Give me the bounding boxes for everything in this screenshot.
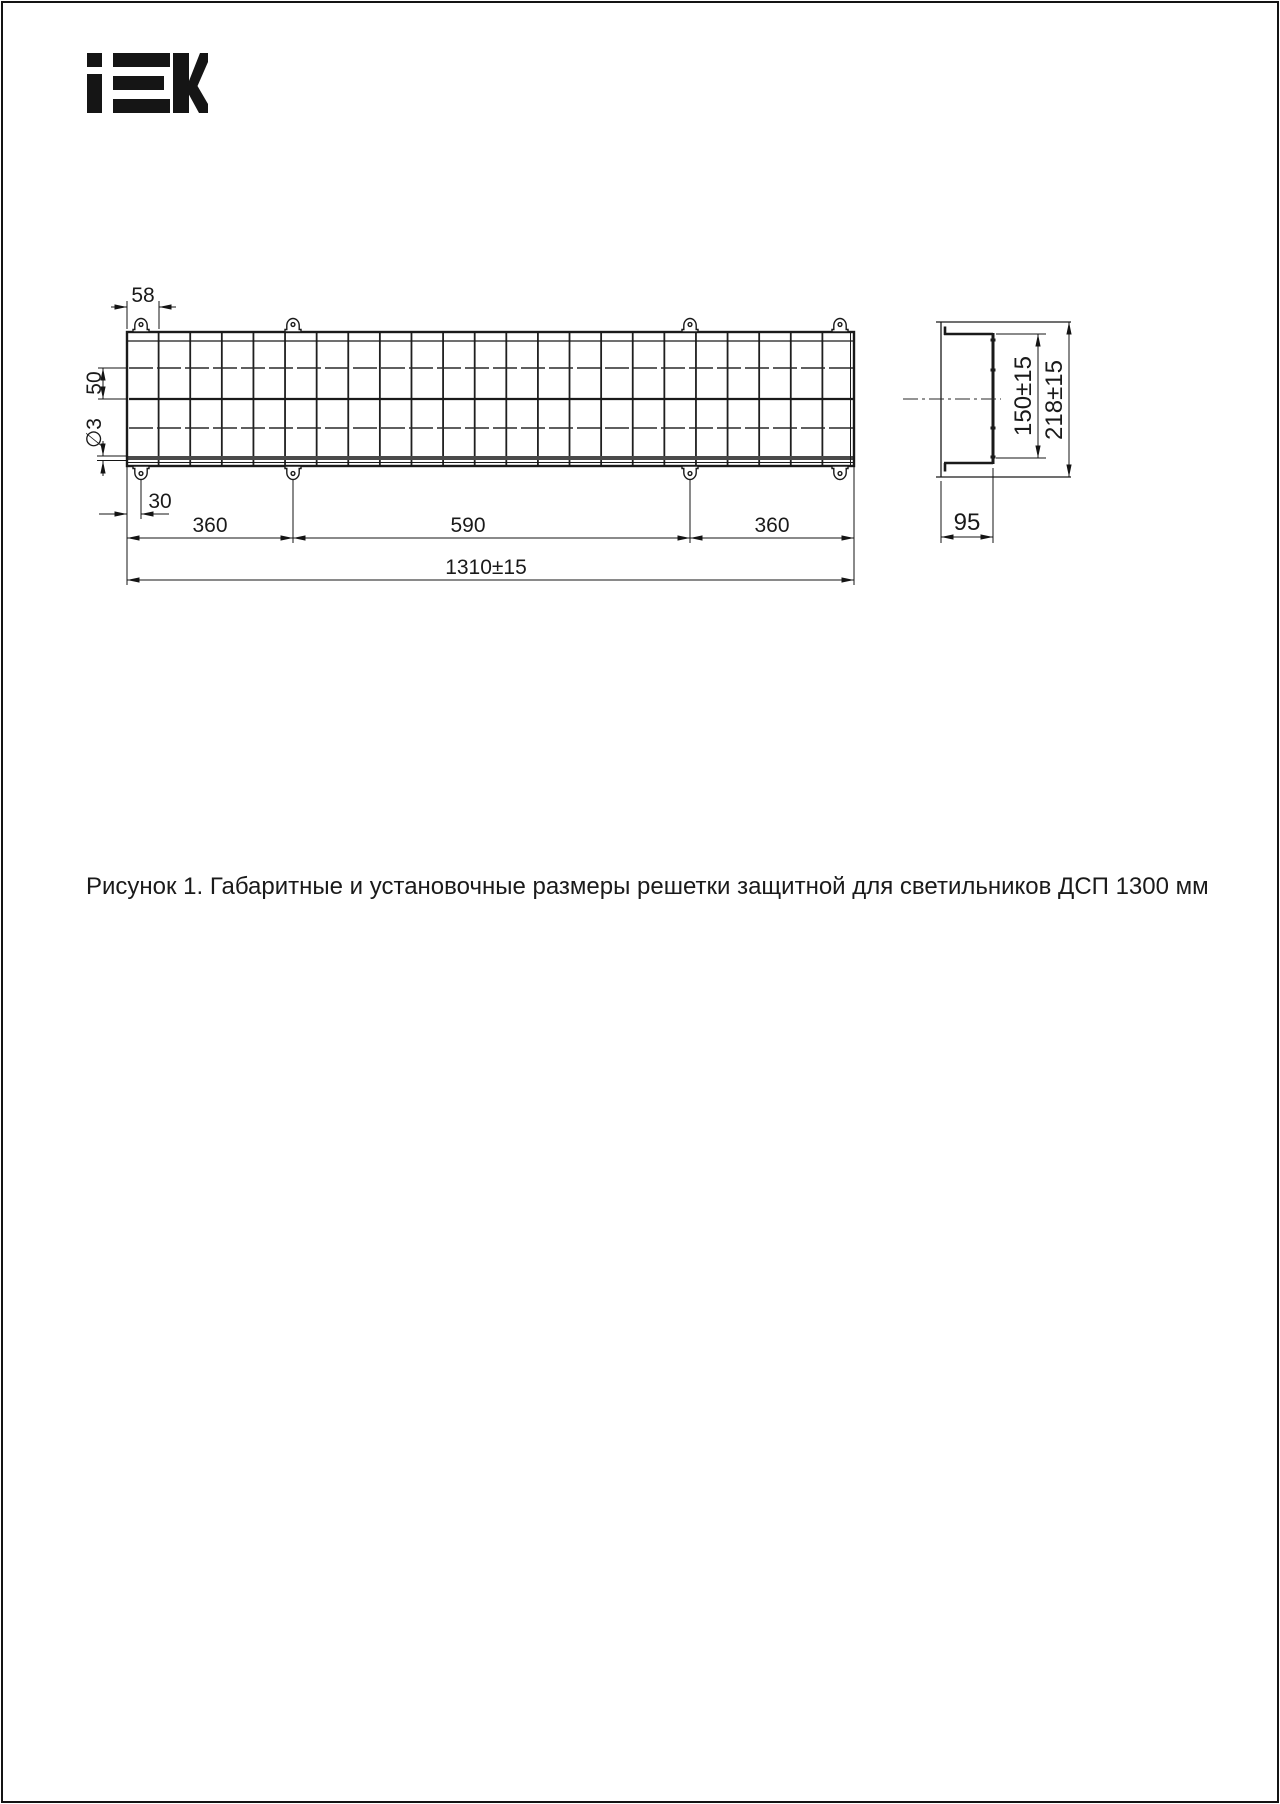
clip-hole bbox=[688, 472, 692, 476]
clip-hole bbox=[139, 472, 143, 476]
clip-hole bbox=[139, 323, 143, 327]
mounting-clips-top bbox=[133, 318, 848, 332]
figure-caption: Рисунок 1. Габаритные и установочные размеры решетки защитной для светильников ДСП 1300 мм bbox=[86, 873, 1209, 900]
dimension-drawing bbox=[0, 0, 1280, 900]
dim-label-wire-diameter: ∅3 bbox=[83, 418, 106, 448]
clip-hole bbox=[838, 323, 842, 327]
dim-label-depth: 95 bbox=[953, 509, 981, 536]
dim-label-cell-width: 58 bbox=[131, 284, 155, 307]
front-view bbox=[127, 318, 854, 479]
dim-label-span-left: 360 bbox=[192, 514, 228, 537]
clip-hole bbox=[291, 323, 295, 327]
dim-label-overall-height: 218±15 bbox=[1041, 360, 1068, 440]
dim-label-clip-offset: 30 bbox=[148, 490, 172, 513]
mounting-clips-bottom bbox=[133, 466, 848, 480]
clip-hole bbox=[688, 323, 692, 327]
dim-label-overall-length: 1310±15 bbox=[445, 556, 527, 579]
dim-label-inner-height: 150±15 bbox=[1010, 356, 1037, 436]
clip-hole bbox=[838, 472, 842, 476]
dim-label-span-right: 360 bbox=[754, 514, 790, 537]
grille-horizontal-wires bbox=[127, 368, 854, 458]
dim-label-row-height: 50 bbox=[83, 371, 106, 395]
clip-hole bbox=[291, 472, 295, 476]
dim-label-span-center: 590 bbox=[450, 514, 486, 537]
